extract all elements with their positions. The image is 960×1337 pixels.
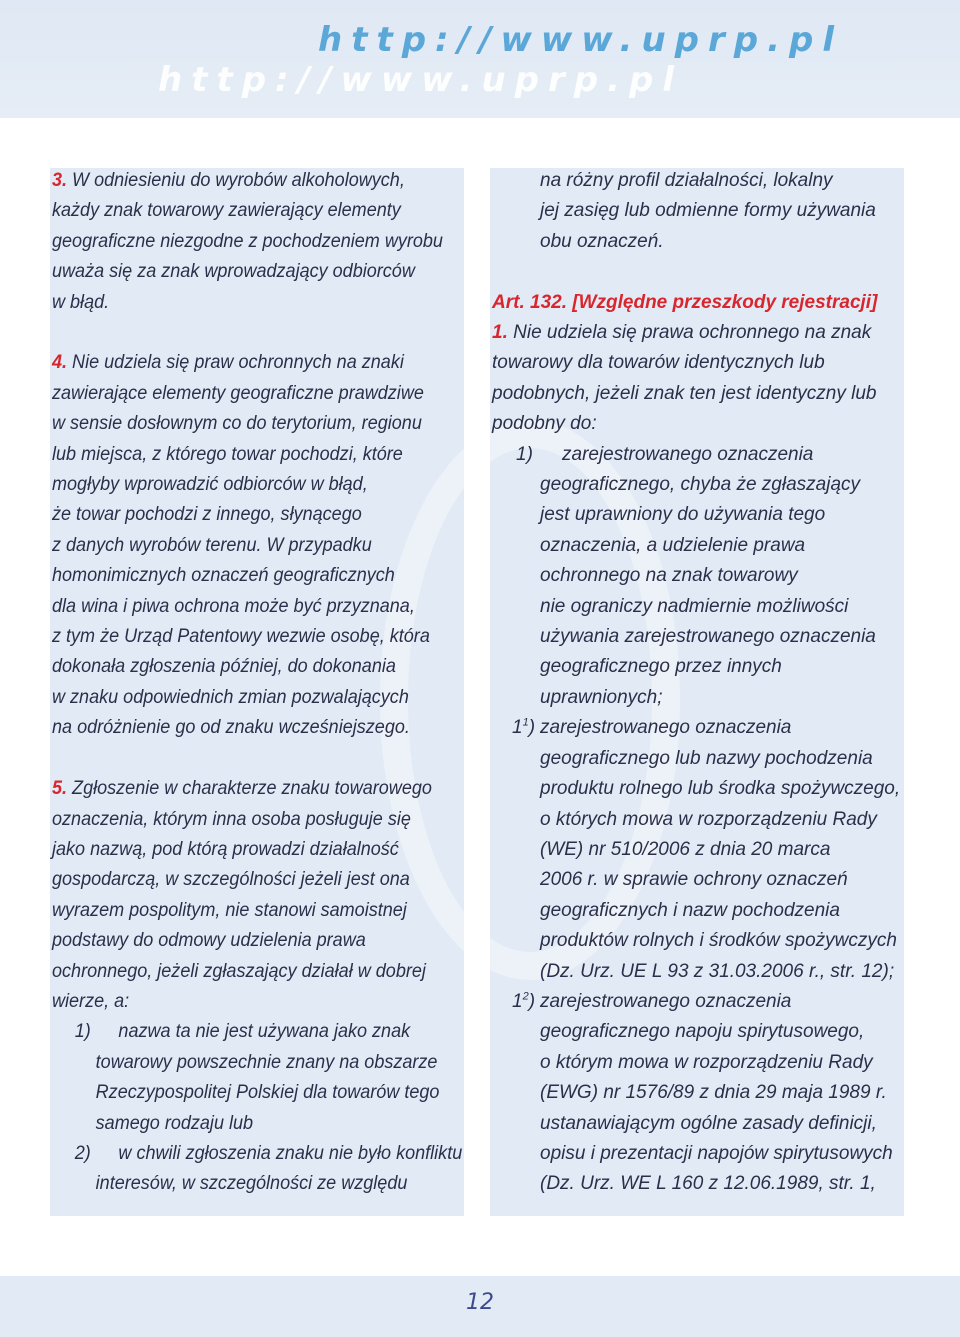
text-line: z tym że Urząd Patentowy wezwie osobę, która bbox=[52, 626, 430, 648]
text-line: lub miejsca, z którego towar pochodzi, które bbox=[52, 443, 403, 465]
list-item-text: nazwa ta nie jest używana jako znak bbox=[118, 1021, 411, 1043]
text-line: w błąd. bbox=[52, 291, 110, 313]
text-line: mogłyby wprowadzić odbiorców w błąd, bbox=[52, 474, 368, 496]
text-line: ochronnego, jeżeli zgłaszający działał w dobrej bbox=[52, 960, 426, 982]
text-line: uważa się za znak wprowadzający odbiorców bbox=[52, 261, 415, 283]
text-line: jej zasięg lub odmienne formy używania bbox=[540, 200, 876, 222]
text-line: Nie udziela się praw ochronnych na znaki bbox=[67, 352, 404, 374]
left-column-text bbox=[52, 166, 462, 1200]
list-item-text: o którym mowa w rozporządzeniu Rady bbox=[540, 1051, 873, 1073]
list-item-text: (Dz. Urz. WE L 160 z 12.06.1989, str. 1, bbox=[540, 1173, 876, 1195]
text-line: oznaczenia, którym inna osoba posługuje się bbox=[52, 808, 411, 830]
text-line: towarowy dla towarów identycznych lub bbox=[492, 352, 825, 374]
text-line: podobny do: bbox=[492, 413, 597, 435]
list-item-text: produktów rolnych i środków spożywczych bbox=[540, 930, 897, 952]
list-item-label: 1) bbox=[74, 1021, 91, 1043]
list-item-label: 2) bbox=[74, 1142, 91, 1164]
list-item-text: zarejestrowanego oznaczenia bbox=[540, 717, 792, 739]
list-item-text: geograficznego napoju spirytusowego, bbox=[540, 1021, 865, 1043]
list-item-text: geograficznego przez innych bbox=[540, 656, 782, 678]
list-item-text: (Dz. Urz. UE L 93 z 31.03.2006 r., str. 12); bbox=[540, 960, 895, 982]
list-item-text: opisu i prezentacji napojów spirytusowych bbox=[540, 1142, 893, 1164]
text-line: dla wina i piwa ochrona może być przyznana, bbox=[52, 595, 415, 617]
paragraph-number: 5. bbox=[52, 778, 68, 800]
list-item-text: oznaczenia, a udzielenie prawa bbox=[540, 534, 806, 556]
paragraph-number: 4. bbox=[52, 352, 68, 374]
text-line: obu oznaczeń. bbox=[540, 230, 664, 252]
text-line: w sensie dosłownym co do terytorium, regionu bbox=[52, 413, 422, 435]
page-number: 12 bbox=[466, 1290, 494, 1315]
list-item-text: o których mowa w rozporządzeniu Rady bbox=[540, 808, 877, 830]
list-item-text: ochronnego na znak towarowy bbox=[540, 565, 798, 587]
page-header bbox=[0, 0, 960, 118]
text-line: każdy znak towarowy zawierający elementy bbox=[52, 200, 401, 222]
list-item-text: samego rodzaju lub bbox=[95, 1112, 254, 1134]
text-line: wyrazem pospolitym, nie stanowi samoistnej bbox=[52, 899, 407, 921]
text-line: dokonała zgłoszenia później, do dokonania bbox=[52, 656, 396, 678]
paragraph-4 bbox=[52, 348, 462, 743]
text-line: zawierające elementy geograficzne prawdziwe bbox=[52, 382, 424, 404]
list-item-text: interesów, w szczególności ze względu bbox=[95, 1173, 408, 1195]
list-item-label: $1^2$) bbox=[512, 990, 536, 1012]
right-column-text bbox=[492, 166, 900, 1200]
list-item-text: Rzeczypospolitej Polskiej dla towarów tego bbox=[95, 1082, 440, 1104]
list-item-text: (EWG) nr 1576/89 z dnia 29 maja 1989 r. bbox=[540, 1082, 887, 1104]
list-item-text: towarowy powszechnie znany na obszarze bbox=[95, 1051, 438, 1073]
list-item-text: używania zarejestrowanego oznaczenia bbox=[540, 626, 876, 648]
text-line: na odróżnienie go od znaku wcześniejszego. bbox=[52, 717, 410, 739]
paragraph-number: 3. bbox=[52, 170, 68, 191]
text-line: W odniesieniu do wyrobów alkoholowych, bbox=[67, 170, 405, 191]
list-item-text: zarejestrowanego oznaczenia bbox=[562, 443, 814, 465]
list-item-text: ustanawiającym ogólne zasady definicji, bbox=[540, 1112, 877, 1134]
list-item-text: geograficznych i nazw pochodzenia bbox=[540, 899, 840, 921]
text-line: wierze, a: bbox=[52, 990, 130, 1012]
text-line: gospodarczą, w szczególności jeżeli jest ona bbox=[52, 869, 410, 891]
text-line: Zgłoszenie w charakterze znaku towarowego bbox=[67, 778, 432, 800]
list-item-text: geograficznego, chyba że zgłaszający bbox=[540, 474, 861, 496]
list-item-text: 2006 r. w sprawie ochrony oznaczeń bbox=[540, 869, 848, 891]
article-title: Art. 132. [Względne przeszkody rejestracji] bbox=[492, 291, 878, 313]
list-item-text: jest uprawniony do używania tego bbox=[540, 504, 826, 526]
text-line: homonimicznych oznaczeń geograficznych bbox=[52, 565, 395, 587]
list-item-text: (WE) nr 510/2006 z dnia 20 marca bbox=[540, 838, 831, 860]
paragraph-number: 1. bbox=[492, 322, 508, 344]
header-url[interactable]: http://www.uprp.pl bbox=[318, 20, 844, 60]
list-item-text: w chwili zgłoszenia znaku nie było konfliktu bbox=[118, 1142, 463, 1164]
list-item-text: uprawnionych; bbox=[540, 686, 663, 708]
text-line: z danych wyrobów terenu. W przypadku bbox=[52, 534, 372, 556]
paragraph-3 bbox=[52, 166, 462, 318]
list-item-label: $1^1$) bbox=[512, 716, 536, 739]
text-line: podstawy do odmowy udzielenia prawa bbox=[52, 930, 366, 952]
list-item-text: produktu rolnego lub środka spożywczego, bbox=[540, 778, 901, 800]
list-item-text: geograficznego lub nazwy pochodzenia bbox=[540, 747, 873, 769]
text-line: podobnych, jeżeli znak ten jest identyczny lub bbox=[492, 382, 877, 404]
text-line: w znaku odpowiednich zmian pozwalających bbox=[52, 686, 409, 708]
text-line: Nie udziela się prawa ochronnego na znak bbox=[507, 322, 872, 344]
list-item-label: 1) bbox=[516, 443, 533, 465]
header-url-shadow: http://www.uprp.pl bbox=[158, 60, 684, 100]
list-item-text: nie ograniczy nadmiernie możliwości bbox=[540, 595, 849, 617]
paragraph-5 bbox=[52, 774, 462, 1200]
text-line: geograficzne niezgodne z pochodzeniem wyrobu bbox=[52, 230, 443, 252]
text-line: na różny profil działalności, lokalny bbox=[540, 170, 833, 191]
text-line: jako nazwą, pod którą prowadzi działalność bbox=[52, 838, 399, 860]
text-line: że towar pochodzi z innego, słynącego bbox=[52, 504, 362, 526]
list-item-text: zarejestrowanego oznaczenia bbox=[540, 990, 792, 1012]
